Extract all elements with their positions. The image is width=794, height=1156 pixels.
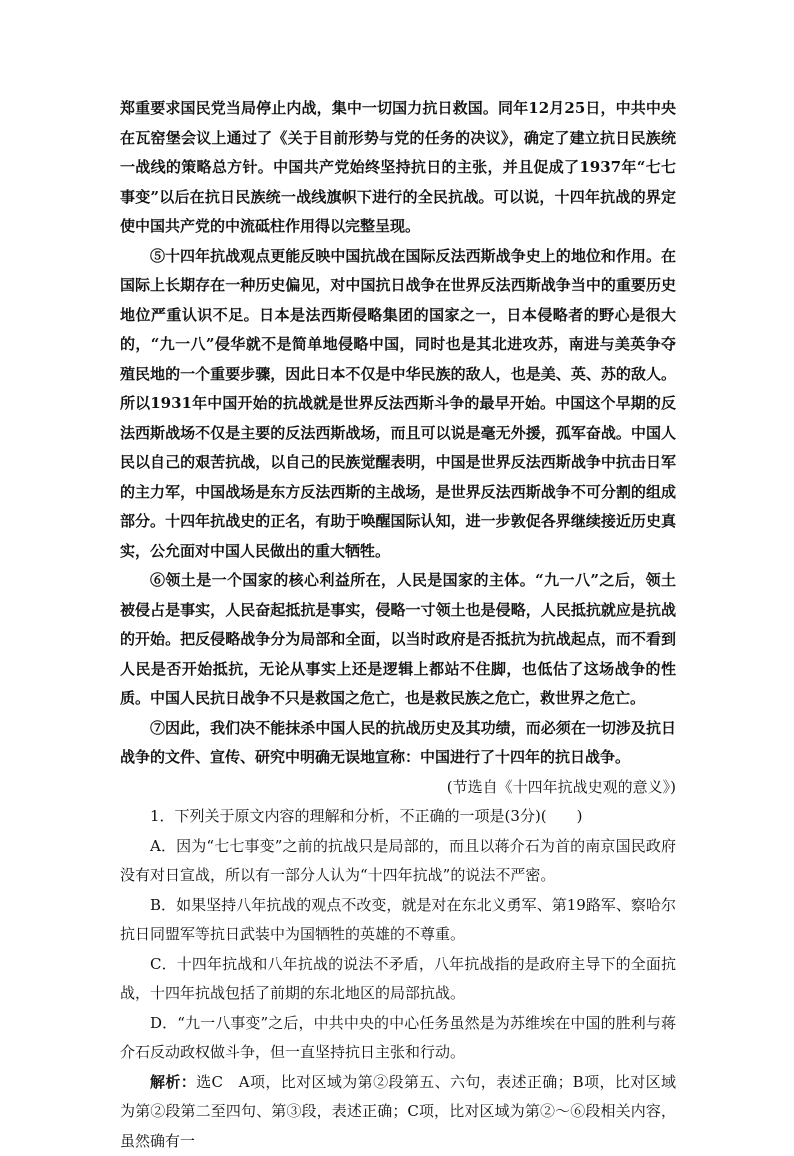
question-1-option-b: B．如果坚持八年抗战的观点不改变，就是对在东北义勇军、第19路军、察哈尔抗日同盟军等抗日武装中为国牺牲的英雄的不尊重。	[120, 891, 676, 950]
analysis-text: 选C A项，比对区域为第②段第五、六句，表述正确；B项，比对区域为第②段第二至四句、第③段，表述正确；C项，比对区域为第②～⑥段相关内容，虽然确有一	[120, 1073, 676, 1150]
question-1-option-d: D．“九一八事变”之后，中共中央的中心任务虽然是为苏维埃在中国的胜利与蒋介石反动政权做斗争，但一直坚持抗日主张和行动。	[120, 1009, 676, 1068]
passage-source: (节选自《十四年抗战史观的意义》)	[120, 773, 676, 803]
passage-paragraph-continued: 郑重要求国民党当局停止内战，集中一切国力抗日救国。同年12月25日，中共中央在瓦窑堡会议上通过了《关于目前形势与党的任务的决议》，确定了建立抗日民族统一战线的策略总方针。中国共产党始终坚持抗日的主张，并且促成了1937年“七七事变”以后在抗日民族统一战线旗帜下进行的全民抗战。可以说，十四年抗战的界定使中国共产党的中流砥柱作用得以完整呈现。	[120, 94, 676, 242]
question-1-stem: 1．下列关于原文内容的理解和分析，不正确的一项是(3分)( )	[120, 802, 676, 832]
passage-paragraph-7: ⑦因此，我们决不能抹杀中国人民的抗战历史及其功绩，而必须在一切涉及抗日战争的文件、宣传、研究中明确无误地宣称：中国进行了十四年的抗日战争。	[120, 714, 676, 773]
question-1-option-c: C．十四年抗战和八年抗战的说法不矛盾，八年抗战指的是政府主导下的全面抗战，十四年抗战包括了前期的东北地区的局部抗战。	[120, 950, 676, 1009]
passage-paragraph-6: ⑥领土是一个国家的核心利益所在，人民是国家的主体。“九一八”之后，领土被侵占是事实，人民奋起抵抗是事实，侵略一寸领土也是侵略，人民抵抗就应是抗战的开始。把反侵略战争分为局部和全面，以当时政府是否抵抗为抗战起点，而不看到人民是否开始抵抗，无论从事实上还是逻辑上都站不住脚，也低估了这场战争的性质。中国人民抗日战争不只是救国之危亡，也是救民族之危亡，救世界之危亡。	[120, 566, 676, 714]
passage-paragraph-5: ⑤十四年抗战观点更能反映中国抗战在国际反法西斯战争史上的地位和作用。在国际上长期存在一种历史偏见，对中国抗日战争在世界反法西斯战争当中的重要历史地位严重认识不足。日本是法西斯侵略集团的国家之一，日本侵略者的野心是很大的，“九一八”侵华就不是简单地侵略中国，同时也是其北进攻苏，南进与美英争夺殖民地的一个重要步骤，因此日本不仅是中华民族的敌人，也是美、英、苏的敌人。所以1931年中国开始的抗战就是世界反法西斯斗争的最早开始。中国这个早期的反法西斯战场不仅是主要的反法西斯战场，而且可以说是毫无外援，孤军奋战。中国人民以自己的艰苦抗战，以自己的民族觉醒表明，中国是世界反法西斯战争中抗击日军的主力军，中国战场是东方反法西斯的主战场，是世界反法西斯战争不可分割的组成部分。十四年抗战史的正名，有助于唤醒国际认知，进一步敦促各界继续接近历史真实，公允面对中国人民做出的重大牺牲。	[120, 242, 676, 567]
analysis-label: 解析：	[150, 1073, 196, 1091]
document-page	[120, 94, 676, 1156]
analysis-paragraph	[120, 1068, 676, 1156]
question-1-option-a: A．因为“七七事变”之前的抗战只是局部的，而且以蒋介石为首的南京国民政府没有对日宣战，所以有一部分人认为“十四年抗战”的说法不严密。	[120, 832, 676, 891]
